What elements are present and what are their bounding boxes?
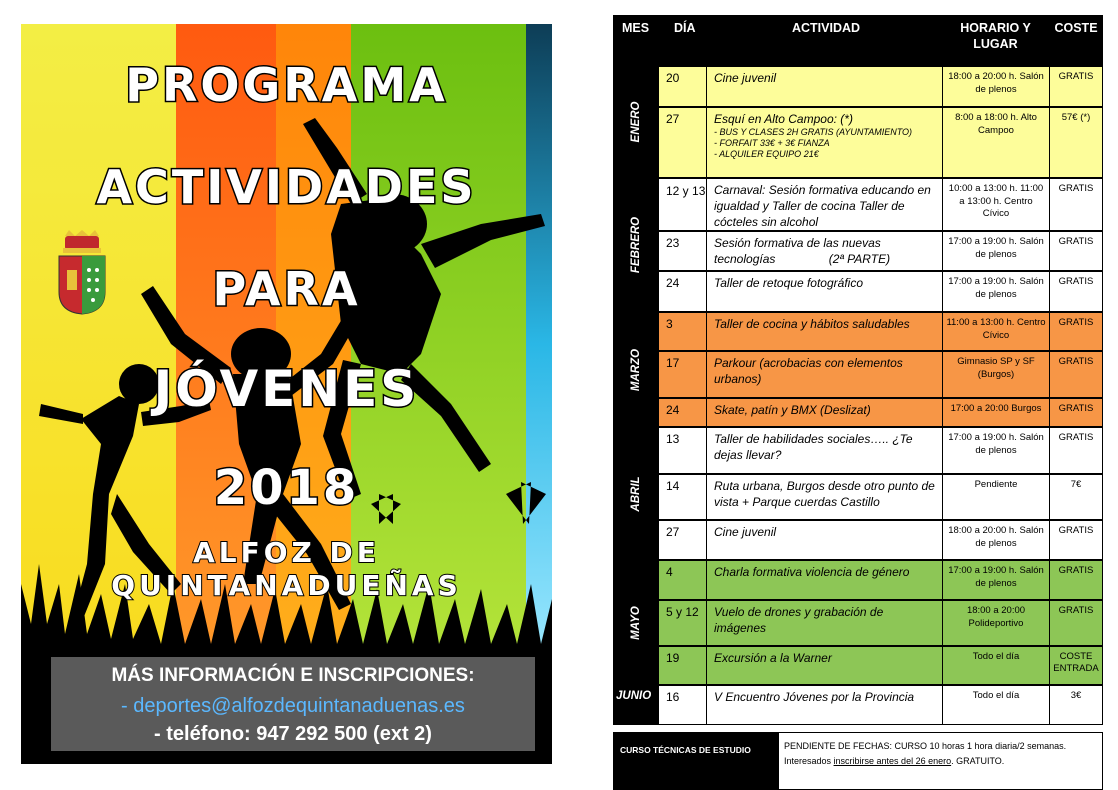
row-activity-note: - ALQUILER EQUIPO 21€ bbox=[714, 149, 819, 159]
row-schedule: Pendiente bbox=[943, 475, 1050, 519]
month-mayo bbox=[613, 560, 658, 685]
month-label: ABRIL bbox=[629, 475, 642, 512]
row-schedule: 17:00 a 19:00 h. Salón de plenos bbox=[943, 428, 1050, 473]
row-activity: Vuelo de drones y grabación de imágenes bbox=[707, 601, 943, 645]
row-schedule: Todo el día bbox=[943, 647, 1050, 684]
month-label: JUNIO bbox=[616, 690, 652, 702]
row-activity-title: Esquí en Alto Campoo: (*) bbox=[714, 112, 853, 126]
header-mes: MES bbox=[621, 21, 650, 35]
poster-title-line-3: PARA bbox=[212, 262, 361, 316]
row-cost: GRATIS bbox=[1058, 565, 1094, 576]
month-junio bbox=[613, 685, 658, 725]
row-cost: GRATIS bbox=[1058, 605, 1094, 616]
poster bbox=[21, 24, 552, 764]
month-label: MARZO bbox=[629, 348, 642, 391]
table-row bbox=[658, 520, 1103, 560]
coat-of-arms-icon bbox=[55, 230, 109, 316]
table-row bbox=[658, 178, 1103, 231]
row-schedule: 17:00 a 19:00 h. Salón de plenos bbox=[943, 232, 1050, 270]
row-activity: Charla formativa violencia de género bbox=[707, 561, 943, 599]
month-abril bbox=[613, 427, 658, 560]
row-day: 3 bbox=[659, 313, 707, 350]
study-course-line-2 bbox=[784, 754, 1099, 769]
row-activity-note: - FORFAIT 33€ + 3€ FIANZA bbox=[714, 138, 830, 148]
row-schedule: 18:00 a 20:00 h. Salón de plenos bbox=[943, 521, 1050, 559]
row-day: 24 bbox=[659, 399, 707, 426]
table-row bbox=[658, 398, 1103, 427]
study-course-line-1: PENDIENTE DE FECHAS: CURSO 10 horas 1 hora diaria/2 semanas. bbox=[784, 741, 1067, 751]
row-cost: 7€ bbox=[1070, 479, 1082, 490]
month-marzo bbox=[613, 312, 658, 427]
row-day: 27 bbox=[659, 108, 707, 177]
table-row bbox=[658, 351, 1103, 398]
poster-year: 2018 bbox=[213, 460, 360, 516]
row-cost: GRATIS bbox=[1058, 356, 1094, 367]
month-febrero bbox=[613, 178, 658, 312]
row-cost: 3€ bbox=[1070, 690, 1082, 701]
month-label: MAYO bbox=[629, 605, 642, 640]
row-day: 13 bbox=[659, 428, 707, 473]
row-schedule: 18:00 a 20:00 h. Salón de plenos bbox=[943, 67, 1050, 106]
row-day: 5 y 12 bbox=[659, 601, 707, 645]
study-course-note bbox=[613, 732, 1103, 790]
header-horario: HORARIO Y LUGAR bbox=[960, 21, 1031, 51]
row-cost: GRATIS bbox=[1058, 432, 1094, 443]
month-label: FEBRERO bbox=[629, 216, 642, 274]
row-activity: Taller de habilidades sociales….. ¿Te dejas llevar? bbox=[707, 428, 943, 473]
row-activity: Cine juvenil bbox=[707, 521, 943, 559]
row-day: 20 bbox=[659, 67, 707, 106]
month-label: ENERO bbox=[629, 101, 642, 143]
table-header bbox=[613, 15, 1103, 66]
row-schedule: 8:00 a 18:00 h. Alto Campoo bbox=[943, 108, 1050, 177]
row-schedule: 10:00 a 13:00 h. 11:00 a 13:00 h. Centro Cívico bbox=[943, 179, 1050, 230]
table-row bbox=[658, 474, 1103, 520]
row-activity: V Encuentro Jóvenes por la Provincia bbox=[707, 686, 943, 724]
row-day: 4 bbox=[659, 561, 707, 599]
table-row bbox=[658, 231, 1103, 271]
row-day: 24 bbox=[659, 272, 707, 311]
info-box bbox=[51, 657, 535, 751]
row-schedule: Gimnasio SP y SF (Burgos) bbox=[943, 352, 1050, 397]
row-activity bbox=[707, 108, 943, 177]
row-cost: GRATIS bbox=[1058, 317, 1094, 328]
month-enero bbox=[613, 66, 658, 178]
row-cost: GRATIS bbox=[1058, 403, 1094, 414]
row-day: 16 bbox=[659, 686, 707, 724]
row-activity: Excursión a la Warner bbox=[707, 647, 943, 684]
row-day: 23 bbox=[659, 232, 707, 270]
row-schedule: 17:00 a 19:00 h. Salón de plenos bbox=[943, 561, 1050, 599]
row-day: 14 bbox=[659, 475, 707, 519]
row-cost: GRATIS bbox=[1058, 71, 1094, 82]
row-cost: COSTE ENTRADA bbox=[1053, 651, 1099, 674]
poster-title-line-1: PROGRAMA bbox=[125, 58, 448, 112]
study-course-label: CURSO TÉCNICAS DE ESTUDIO bbox=[620, 745, 751, 755]
row-day: 12 y 13 bbox=[659, 179, 707, 230]
study-course-line-2-pre: Interesados bbox=[784, 756, 834, 766]
poster-title-line-2: ACTIVIDADES bbox=[96, 160, 477, 214]
study-course-deadline: inscribirse antes del 26 enero bbox=[833, 756, 952, 766]
row-activity: Carnaval: Sesión formativa educando en igualdad y Taller de cocina Taller de cócteles sin alcohol bbox=[707, 179, 943, 230]
study-course-text bbox=[784, 739, 1099, 769]
table-row bbox=[658, 427, 1103, 474]
row-activity: Ruta urbana, Burgos desde otro punto de vista + Parque cuerdas Castillo bbox=[707, 475, 943, 519]
row-activity: Taller de cocina y hábitos saludables bbox=[707, 313, 943, 350]
row-activity: Cine juvenil bbox=[707, 67, 943, 106]
table-row bbox=[658, 646, 1103, 685]
row-cost: GRATIS bbox=[1058, 525, 1094, 536]
study-course-line-2-post: . GRATUITO. bbox=[951, 756, 1005, 766]
header-coste: COSTE bbox=[1054, 21, 1098, 35]
table-row bbox=[658, 312, 1103, 351]
row-cost: GRATIS bbox=[1058, 276, 1094, 287]
row-schedule: 17:00 a 20:00 Burgos bbox=[943, 399, 1050, 426]
row-cost: 57€ (*) bbox=[1061, 112, 1091, 123]
row-schedule: 11:00 a 13:00 h. Centro Cívico bbox=[943, 313, 1050, 350]
row-schedule: 17:00 a 19:00 h. Salón de plenos bbox=[943, 272, 1050, 311]
row-activity: Parkour (acrobacias con elementos urbanos) bbox=[707, 352, 943, 397]
poster-title-line-4: JÓVENES bbox=[153, 360, 420, 418]
row-activity: Skate, patín y BMX (Deslizat) bbox=[707, 399, 943, 426]
row-schedule: 18:00 a 20:00 Polideportivo bbox=[943, 601, 1050, 645]
study-course-label-box bbox=[614, 733, 779, 789]
row-activity-note: - BUS Y CLASES 2H GRATIS (AYUNTAMIENTO) bbox=[714, 127, 913, 137]
info-heading: MÁS INFORMACIÓN E INSCRIPCIONES: bbox=[111, 665, 475, 686]
row-cost: GRATIS bbox=[1058, 183, 1094, 194]
row-activity: Taller de retoque fotográfico bbox=[707, 272, 943, 311]
table-row bbox=[658, 271, 1103, 312]
header-actividad: ACTIVIDAD bbox=[791, 21, 861, 35]
poster-municipality: ALFOZ DE QUINTANADUEÑAS bbox=[111, 536, 462, 602]
table-row bbox=[658, 66, 1103, 107]
row-activity: Sesión formativa de las nuevas tecnologías (2ª PARTE) bbox=[707, 232, 943, 270]
header-dia: DÍA bbox=[674, 21, 696, 35]
info-email-link[interactable]: - deportes@alfozdequintanaduenas.es bbox=[121, 695, 465, 717]
row-schedule: Todo el día bbox=[943, 686, 1050, 724]
table-row bbox=[658, 560, 1103, 600]
table-row bbox=[658, 685, 1103, 725]
row-day: 17 bbox=[659, 352, 707, 397]
row-day: 27 bbox=[659, 521, 707, 559]
table-row bbox=[658, 107, 1103, 178]
info-phone: - teléfono: 947 292 500 (ext 2) bbox=[154, 723, 432, 745]
row-cost: GRATIS bbox=[1058, 236, 1094, 247]
table-row bbox=[658, 600, 1103, 646]
row-day: 19 bbox=[659, 647, 707, 684]
